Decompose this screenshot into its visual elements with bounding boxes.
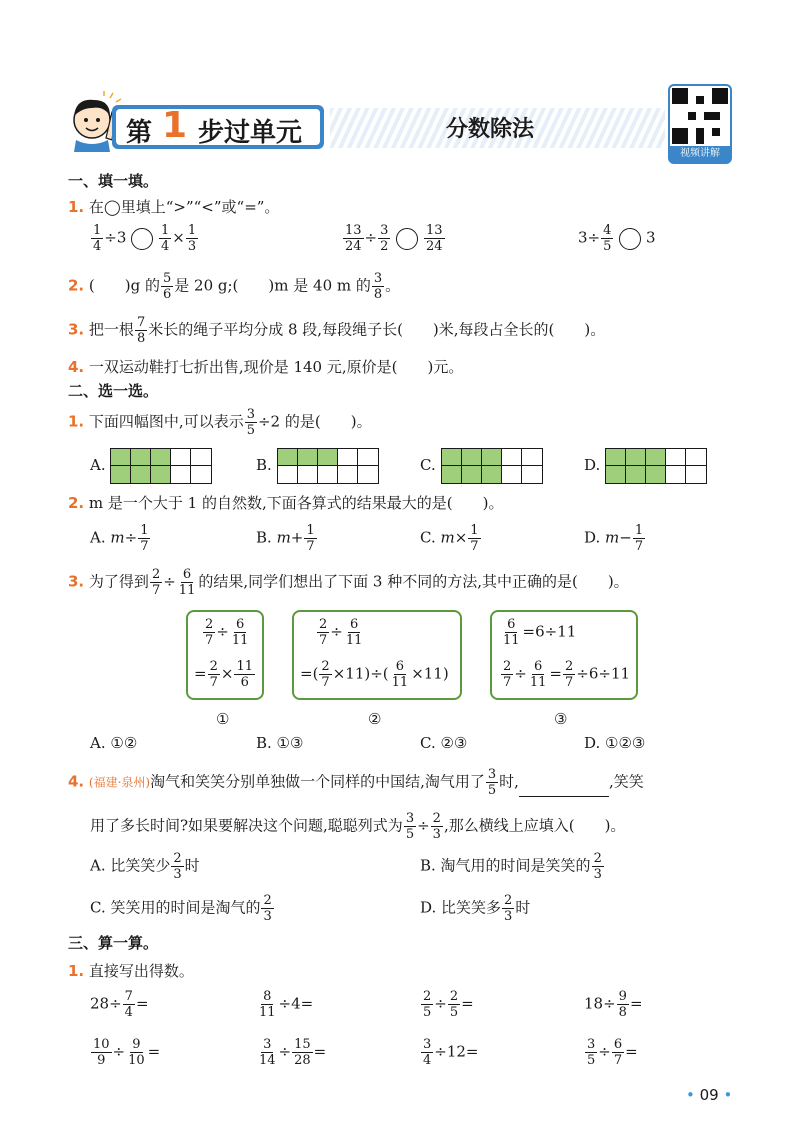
option-label: B. — [256, 456, 272, 474]
compare-circle[interactable] — [619, 228, 641, 250]
section-fill-in: 一、填一填。 — [68, 172, 159, 190]
q1-1-expr-1: $\frac{1}{4}$ ÷3 $\frac{1}{4}$ × $\frac{1}{3}$ — [93, 223, 197, 254]
q1-4-text: 一双运动鞋打七折出售,现价是 140 元,原价是( )元。 — [88, 358, 464, 376]
calc-item[interactable]: 18÷ $\frac{9}{8}$ = — [584, 989, 643, 1020]
q2-4-text-c: ,笑笑 — [608, 772, 644, 791]
q2-2 — [68, 492, 503, 513]
method-label-3: ③ — [554, 710, 568, 728]
option-label: C. — [420, 456, 436, 474]
q2-3-text-a: 为了得到 — [88, 572, 149, 591]
q1-3: 3. 把一根 $\frac{7}{8}$ 米长的绳子平均分成 8 段,每段绳子长( )米,每段占全长的( )。 — [68, 315, 606, 346]
question-number: 1. — [68, 198, 85, 216]
q2-2-option-b[interactable]: B. m+ $\frac{1}{7}$ — [256, 523, 315, 554]
q3-1 — [68, 960, 194, 981]
q1-1-text: 在◯里填上“>”“<”或“=”。 — [88, 198, 280, 216]
option-text: A. 比笑笑少 — [90, 856, 171, 875]
q1-3-text-b: 米长的绳子平均分成 8 段,每段绳子长( )米,每段占全长的( )。 — [148, 320, 606, 339]
calc-item[interactable]: $\frac{3}{5}$ ÷ $\frac{6}{7}$ = — [587, 1037, 638, 1068]
q2-1-text-b: ÷2 的是( )。 — [257, 412, 372, 431]
q1-3-text-a: 把一根 — [88, 320, 134, 339]
method-box-3: $\frac{6}{11}$ =6÷11 $\frac{2}{7}$ ÷ $\frac{6}{11}$ = $\frac{2}{7}$ ÷6÷11 — [490, 610, 638, 700]
q2-4-option-c[interactable]: C. 笑笑用的时间是淘气的 $\frac{2}{3}$ — [90, 893, 272, 924]
option-text: D. 比笑笑多 — [420, 898, 502, 917]
q1-1 — [68, 196, 279, 217]
page-number-value: 09 — [699, 1086, 719, 1104]
fraction-grid — [441, 448, 543, 484]
q2-2-option-c[interactable]: C. m× $\frac{1}{7}$ — [420, 523, 479, 554]
q2-1-option-b[interactable] — [256, 448, 379, 484]
calc-item[interactable]: 28÷ $\frac{7}{4}$ = — [90, 989, 149, 1020]
section-calculate: 三、算一算。 — [68, 934, 159, 952]
question-number: 4. — [68, 772, 85, 791]
question-number: 1. — [68, 412, 85, 431]
q2-1-option-d[interactable] — [584, 448, 707, 484]
qr-label: 视频讲解 — [670, 146, 730, 162]
question-number: 4. — [68, 358, 85, 376]
qr-code-icon — [672, 88, 728, 144]
q2-2-option-d[interactable]: D. m− $\frac{1}{7}$ — [584, 523, 644, 554]
q2-2-option-a[interactable]: A. m÷ $\frac{1}{7}$ — [90, 523, 149, 554]
unit-title-part1: 第 — [126, 118, 153, 148]
method-box-2: $\frac{2}{7}$ ÷ $\frac{6}{11}$ =( $\frac{2}{7}$ ×11)÷( $\frac{6}{11}$ ×11) — [292, 610, 462, 700]
question-number: 3. — [68, 320, 85, 339]
q2-3-option-d[interactable]: D. ①②③ — [584, 734, 646, 752]
page-number: • 09 • — [686, 1086, 733, 1104]
option-text: B. 淘气用的时间是笑笑的 — [420, 856, 591, 875]
q1-2-text-b: 是 20 g;( )m 是 40 m 的 — [174, 276, 371, 295]
q2-4-option-a[interactable]: A. 比笑笑少 $\frac{2}{3}$ 时 — [90, 851, 200, 882]
q2-2-text: m 是一个大于 1 的自然数,下面各算式的结果最大的是( )。 — [88, 494, 504, 512]
q2-1-option-a[interactable] — [90, 448, 212, 484]
calc-item[interactable]: $\frac{8}{11}$ ÷4= — [259, 989, 314, 1020]
option-text-tail: 时 — [184, 856, 200, 875]
topic-title: 分数除法 — [446, 117, 535, 142]
q2-1: 1. 下面四幅图中,可以表示 $\frac{3}{5}$ ÷2 的是( )。 — [68, 407, 372, 438]
q2-4-option-b[interactable]: B. 淘气用的时间是笑笑的 $\frac{2}{3}$ — [420, 851, 602, 882]
region-tag: (福建·泉州) — [88, 775, 151, 790]
unit-title-part2: 步过单元 — [198, 118, 303, 148]
calc-item[interactable]: $\frac{2}{5}$ ÷ $\frac{2}{5}$ = — [423, 989, 474, 1020]
option-text-tail: 时 — [515, 898, 531, 917]
q2-4-text-a: 淘气和笑笑分别单独做一个同样的中国结,淘气用了 — [150, 772, 485, 791]
calc-item[interactable]: $\frac{3}{14}$ ÷ $\frac{15}{28}$ = — [259, 1037, 327, 1068]
q2-4-line2-a: 用了多长时间?如果要解决这个问题,聪聪列式为 — [90, 816, 403, 835]
calc-item[interactable]: $\frac{10}{9}$ ÷ $\frac{9}{10}$ = — [93, 1037, 161, 1068]
question-number: 3. — [68, 572, 85, 591]
q1-2-text-c: 。 — [385, 276, 401, 295]
q2-1-option-c[interactable] — [420, 448, 543, 484]
q2-4-line2-b: ,那么横线上应填入( )。 — [443, 816, 626, 835]
q2-3-option-a[interactable]: A. ①② — [90, 734, 138, 752]
fraction-grid — [277, 448, 379, 484]
compare-circle[interactable] — [396, 228, 418, 250]
method-label-2: ② — [368, 710, 382, 728]
q2-4-option-d[interactable]: D. 比笑笑多 $\frac{2}{3}$ 时 — [420, 893, 531, 924]
q2-4: 4. (福建·泉州)淘气和笑笑分别单独做一个同样的中国结,淘气用了 $\frac{3}{5}$ 时, ,笑笑 — [68, 767, 644, 798]
q1-4 — [68, 356, 463, 377]
answer-blank[interactable] — [519, 780, 609, 797]
q2-1-text-a: 下面四幅图中,可以表示 — [88, 412, 244, 431]
q2-3-option-c[interactable]: C. ②③ — [420, 734, 468, 752]
unit-title-number: 1 — [162, 105, 188, 146]
question-number: 1. — [68, 962, 85, 980]
q2-3: 3. 为了得到 $\frac{2}{7}$ ÷ $\frac{6}{11}$ 的结果,同学们想出了下面 3 种不同的方法,其中正确的是( )。 — [68, 567, 629, 598]
question-number: 2. — [68, 276, 85, 295]
option-label: D. — [584, 456, 601, 474]
q2-4-line2: 用了多长时间?如果要解决这个问题,聪聪列式为 $\frac{3}{5}$ ÷ $\frac{2}{3}$ ,那么横线上应填入( )。 — [90, 811, 626, 842]
q2-3-text-b: 的结果,同学们想出了下面 3 种不同的方法,其中正确的是( )。 — [198, 572, 629, 591]
q1-2: 2. ( )g 的 $\frac{5}{6}$ 是 20 g;( )m 是 40 m 的 $\frac{3}{8}$ 。 — [68, 271, 401, 302]
unit-title-banner — [112, 105, 324, 149]
compare-circle[interactable] — [131, 228, 153, 250]
method-box-1: $\frac{2}{7}$ ÷ $\frac{6}{11}$ = $\frac{2}{7}$ × $\frac{11}{6}$ — [186, 610, 264, 700]
question-number: 2. — [68, 494, 85, 512]
fraction-grid — [110, 448, 212, 484]
qr-code[interactable] — [668, 84, 732, 164]
q1-1-expr-2: $\frac{13}{24}$ ÷ $\frac{3}{2}$ $\frac{13}{24}$ — [345, 223, 443, 254]
fraction-grid — [605, 448, 707, 484]
option-text: C. 笑笑用的时间是淘气的 — [90, 898, 261, 917]
calc-item[interactable]: $\frac{3}{4}$ ÷12= — [423, 1037, 479, 1068]
section-choose: 二、选一选。 — [68, 382, 159, 400]
q3-1-text: 直接写出得数。 — [88, 962, 194, 980]
q1-1-expr-3: 3÷ $\frac{4}{5}$ 3 — [578, 223, 656, 254]
q2-3-option-b[interactable]: B. ①③ — [256, 734, 304, 752]
method-label-1: ① — [216, 710, 230, 728]
option-label: A. — [90, 456, 106, 474]
q2-4-text-b: 时, — [499, 772, 519, 791]
q1-2-text-a: ( )g 的 — [88, 276, 160, 295]
